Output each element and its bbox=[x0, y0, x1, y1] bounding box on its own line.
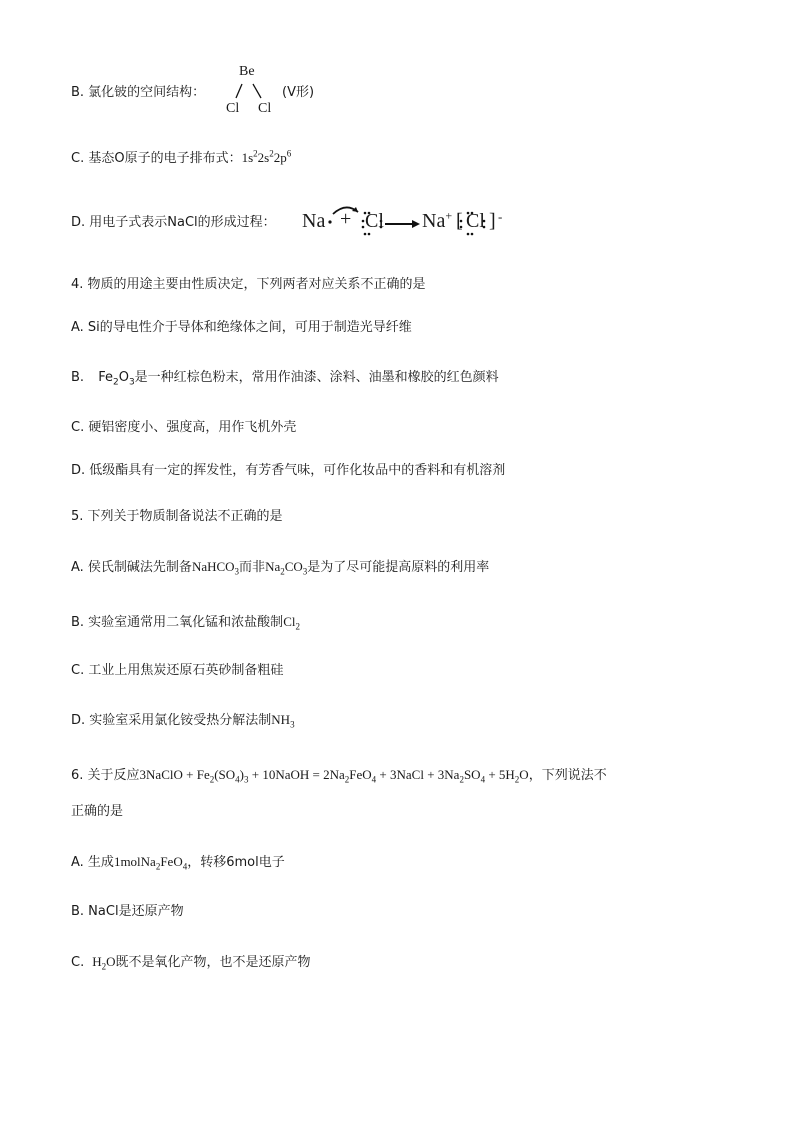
option-4b-text: 是一种红棕色粉末，常用作油漆、涂料、油墨和橡胶的红色颜料 bbox=[134, 370, 499, 385]
be-atom: Be bbox=[239, 64, 255, 79]
option-4a: A. Si的导电性介于导体和绝缘体之间，可用于制造光导纤维 bbox=[71, 320, 412, 335]
option-6c: C. $H_2O$既不是氧化产物，也不是还原产物 bbox=[71, 954, 311, 972]
v-shape-note: (V形) bbox=[282, 85, 315, 100]
plus-sign: + bbox=[340, 208, 352, 230]
option-5b: B. 实验室通常用二氧化锰和浓盐酸制$Cl_2$ bbox=[71, 614, 300, 632]
nahco3-formula: NaHCO$_3$ bbox=[191, 559, 240, 577]
option-5d: D. 实验室采用氯化铵受热分解法制$NH_3$ bbox=[71, 712, 295, 730]
cl-atom-right: Cl bbox=[258, 101, 272, 116]
na2feo4-formula: 1molNa$_2$FeO$_4$ bbox=[113, 854, 188, 872]
question-5-stem: 5. 下列关于物质制备说法不正确的是 bbox=[71, 509, 283, 524]
option-5a: A. 侯氏制碱法先制备NaHCO$_3$而非$Na_2CO_3$是为了尽可能提高原料的利用率 bbox=[71, 559, 490, 577]
chloride-charge: - bbox=[498, 209, 503, 224]
option-6a: A. 生成1molNa$_2$FeO$_4$，转移6mol电子 bbox=[71, 854, 285, 872]
option-4c: C. 硬铝密度小、强度高，用作飞机外壳 bbox=[71, 420, 297, 435]
cl-atom-left: Cl bbox=[226, 101, 240, 116]
option-3c-text: C. 基态O原子的电子排布式： bbox=[71, 151, 242, 166]
option-4b bbox=[71, 369, 499, 387]
option-3c bbox=[71, 149, 291, 168]
question-6-stem: 6. 关于反应3NaClO + $Fe_2(SO_4)_3$ + 10NaOH = $2Na_2FeO_4$ + 3NaCl + $3Na_2SO_4 + 5H_2O$，下列说法不 bbox=[71, 767, 607, 785]
chloride-ion: Cl bbox=[466, 210, 485, 232]
na-atom: Na bbox=[302, 210, 326, 232]
option-5c: C. 工业上用焦炭还原石英砂制备粗硅 bbox=[71, 663, 284, 678]
option-3d-text: D. 用电子式表示NaCl的形成过程： bbox=[71, 215, 276, 230]
nacl-lewis-process bbox=[302, 200, 522, 240]
question-6-stem-line2: 正确的是 bbox=[71, 804, 124, 819]
option-3d bbox=[71, 214, 276, 232]
nh3-formula: $NH_3$ bbox=[271, 712, 295, 730]
option-6b: B. NaCl是还原产物 bbox=[71, 904, 184, 919]
left-bracket: [ bbox=[456, 210, 463, 232]
option-3b bbox=[71, 84, 205, 102]
fe2o3-formula: $Fe_2O_3$ bbox=[98, 370, 135, 388]
question-4-stem: 4. 物质的用途主要由性质决定，下列两者对应关系不正确的是 bbox=[71, 277, 426, 292]
right-bracket: ] bbox=[489, 210, 496, 232]
electron-config: $1s^22s^22p^6$ bbox=[241, 148, 292, 165]
na2co3-formula: $Na_2CO_3$ bbox=[265, 559, 308, 577]
option-3b-text: B. 氯化铍的空间结构： bbox=[71, 85, 206, 100]
h2o-formula: $H_2O$ bbox=[92, 954, 116, 972]
na-ion: Na+ bbox=[422, 208, 453, 232]
cl-atom: Cl bbox=[365, 210, 384, 232]
cl2-formula: $Cl_2$ bbox=[283, 614, 300, 632]
option-4b-label: B. bbox=[71, 370, 85, 385]
reaction-equation: 3NaClO + $Fe_2(SO_4)_3$ + 10NaOH = $2Na_2FeO_4$ + 3NaCl + $3Na_2SO_4 + 5H_2O$ bbox=[139, 767, 529, 785]
option-4d: D. 低级酯具有一定的挥发性，有芳香气味，可作化妆品中的香料和有机溶剂 bbox=[71, 463, 506, 478]
